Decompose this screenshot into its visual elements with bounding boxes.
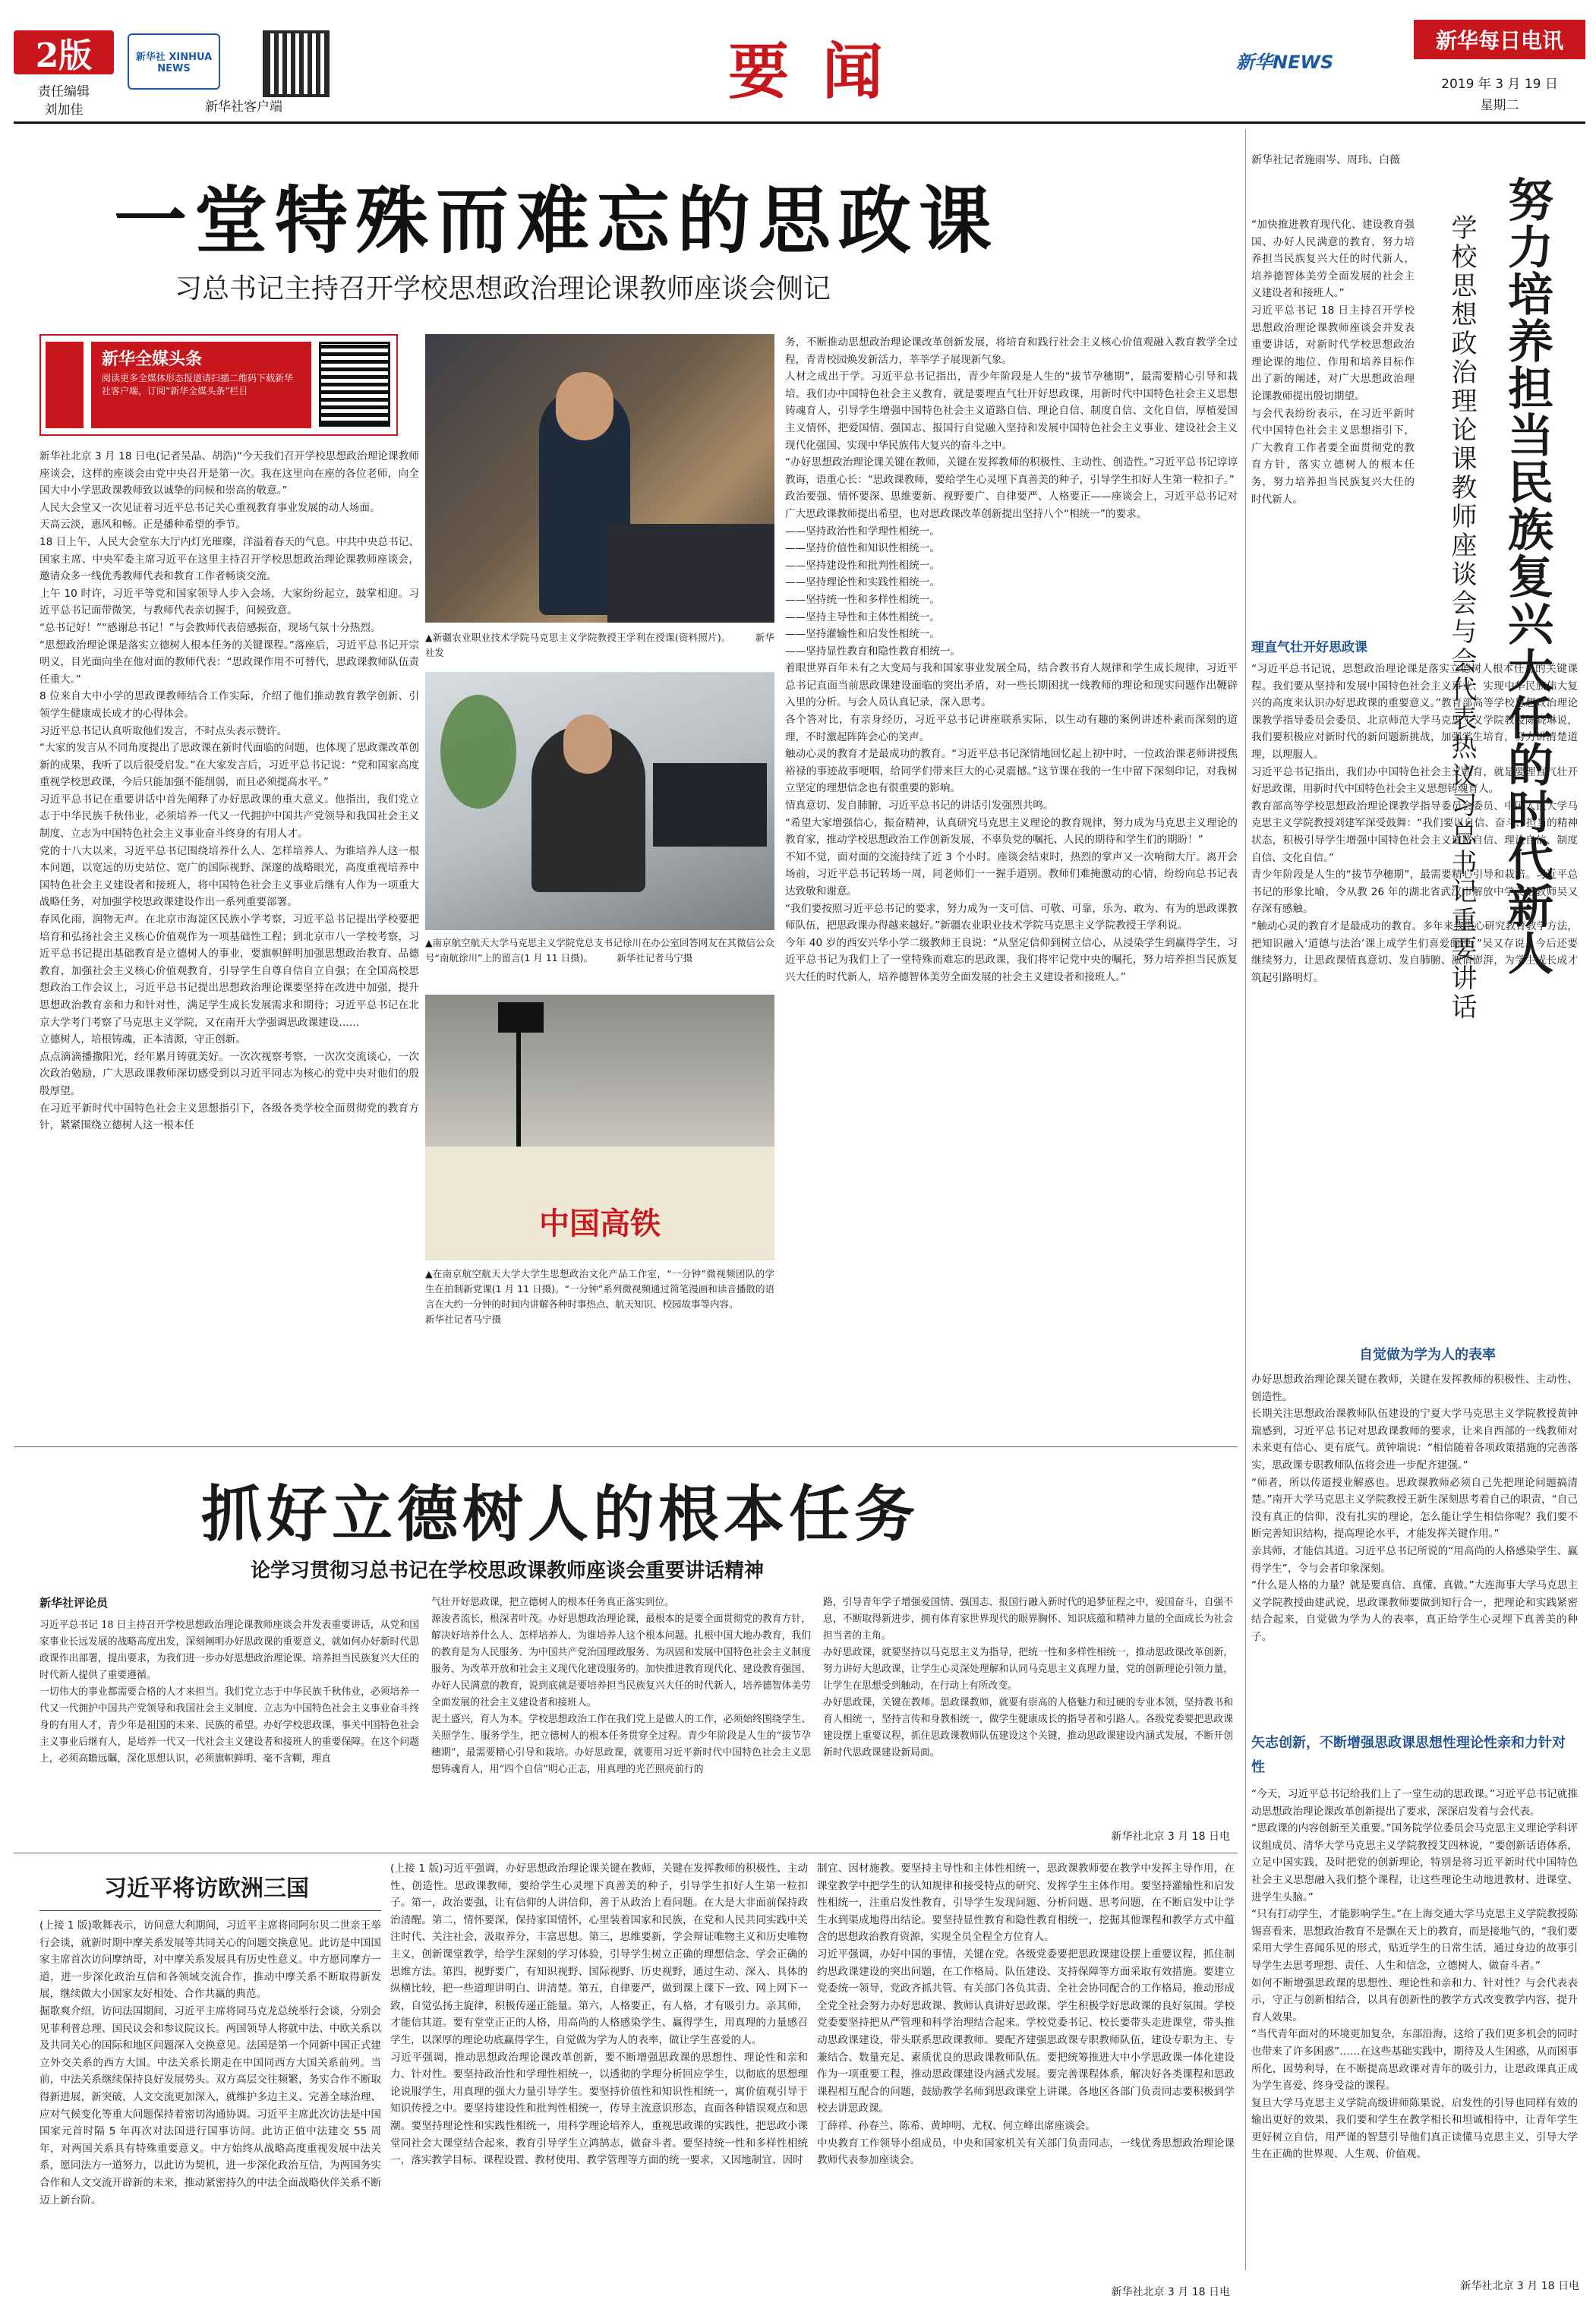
photo3-poster: 中国高铁	[539, 1206, 661, 1241]
promo-box[interactable]	[39, 334, 398, 436]
commentary-author: 新华社评论员	[39, 1596, 109, 1610]
promo-text: 阅读更多全媒体形态报道请扫描二维码下载新华社客户端，订阅“新华全媒头条”栏目	[102, 373, 294, 396]
continued-column-2: (上接 1 版)习近平强调，办好思想政治理论课关键在教师，关键在发挥教师的积极性、主动性、创造性。思政课教师，要给学生心灵埋下真善美的种子，引导学生扣好人生第一粒扣子。第一，政治要强，让有信仰的人讲信仰，善于从政治上看问题。在大是大非面前保持政治清醒。第二，情怀要深，保持家国情怀，心里装着国家和民族，在党和人民共同实践中关注时代、关注社会，汲取养分，丰富思想。第三，思维要新，学会辩证唯物主义和历史唯物主义，创新课堂教学，给学生深刻的学习体验，引导学生树立正确的理想信念、学会正确的思维方法。第四，视野要广，有知识视野、国际视野、历史视野，通过生动、深入、具体的纵横比较，把一些道理讲明白、讲清楚。第五，自律要严，做到课上课下一致、网上网下一致，自觉弘扬主旋律，积极传递正能量。第六，人格要正，有人格，才有吸引力。亲其师，才能信其道。要有堂堂正正的人格，用高尚的人格感染学生、赢得学生，用真理的力量感召学生，以深厚的理论功底赢得学生，自觉做为学为人的表率，做让学生喜爱的人。 习近平强调，推动思想政治理论课改革创新，要不断增强思政课的思想性、理论性和亲和力、针对性。要坚持政治性和学理性相统一，以透彻的学理分析回应学生，以彻底的思想理论说服学生，用真理的强大力量引导学生。要坚持价值性和知识性相统一，寓价值观引导于知识传授之中。要坚持建设性和批判性相统一，传导主流意识形态，直面各种错误观点和思潮。要坚持理论性和实践性相统一，用科学理论培养人，重视思政课的实践性，把思政小课堂同社会大课堂结合起来，教育引导学生立鸿鹄志，做奋斗者。要坚持统一性和多样性相统一，落实教学目标、课程设置、教材使用、教学管理等方面的统一要求，又因地制宜、因时	[390, 1863, 808, 2167]
client-qr-icon[interactable]	[263, 30, 330, 97]
right-column-b: “习近平总书记说，思想政治理论课是落实立德树人根本任务的关键课程。我们要从坚持和发展中国特色社会主义事业、实现中华民族伟大复兴的高度来认识办好思政课的重要意义。”教育部高等学校思想政治理论课教学指导委员会委员、北京师范大学马克思主义学院教授陈晓琳说，我们要积极应对新时代的新问题新挑战，加强学生培育，努力讲清楚道理，以理服人。 习近平总书记指出，我们办中国特色社会主义教育，就是要理直气壮开好思政课，用新时代中国特色社会主义思想铸魂育人。 教育部高等学校思想政治理论课教学指导委员会委员、中国人民大学马克思主义学院教授刘建军深受鼓舞：“我们要以自信、奋斗、担当的精神状态，积极引导学生增强中国特色社会主义道路自信、理论自信、制度自信、文化自信。” 青少年阶段是人生的“拔节孕穗期”，最需要精心引导和栽培。习近平总书记的形象比喻，令从教 26 年的湖北省武汉市解放中学英语教师吴又存深有感触。 “触动心灵的教育才是最成功的教育。多年来我潜心研究教育教学方法，把知识融入‘道德与法治’课上成学生们喜爱的课。”吴又存说，今后还要继续努力，让思政课情真意切、发自肺腑、激情澎湃，为学生成长成才筑起引路明灯。	[1251, 663, 1578, 984]
photo3-caption: ▲在南京航空航天大学大学生思想政治文化产品工作室，“一分钟”微视频团队的学生在拍制新党课(1 月 11 日摄)。“一分钟”系列微视频通过简笔漫画和读音播散的语言在大约一分钟的时间内讲解各种时事热点、航天知识、校园故事等内容。 新华社记者马宁摄	[425, 1268, 774, 1325]
photo3-camera	[498, 1002, 544, 1033]
xinhua-logo-text: 新华社 XINHUA NEWS	[135, 52, 213, 74]
lead-headline: 一堂特殊而难忘的思政课	[114, 178, 999, 263]
photo1-face	[556, 372, 613, 440]
photo2-face	[563, 714, 612, 774]
commentary-column-2: 气壮开好思政课，把立德树人的根本任务真正落实到位。 源浚者流长，根深者叶茂。办好思想政治理论课，最根本的是要全面贯彻党的教育方针，解决好培养什么人、怎样培养人、为谁培养人这个根本问题。扎根中国大地办教育，我们的教育是为人民服务、为中国共产党治国理政服务、为巩固和发展中国特色社会主义制度服务、为改革开放和社会主义现代化建设服务的。加快推进教育现代化、建设教育强国、办好人民满意的教育，说到底就是要培养担当民族复兴大任的时代新人，培养德智体美劳全面发展的社会主义建设者和接班人。 泥土盛兴，育人为本。学校思想政治工作在我们党上是做人的工作，必须始终围绕学生、关照学生、服务学生，把立德树人的根本任务贯穿全过程。青少年阶段是人生的“拔节孕穗期”，最需要精心引导和栽培。办好思政课，就要用习近平新时代中国特色社会主义思想铸魂育人，用“四个自信”明心正志，用真理的光芒照亮前行的	[431, 1597, 811, 1775]
europe-footer-dateline: 新华社北京 3 月 18 日电	[1111, 2286, 1230, 2298]
commentary-dateline: 新华社北京 3 月 18 日电	[1111, 1831, 1230, 1843]
photo2-plant	[440, 695, 516, 809]
right-subhead-2: 自觉做为学为人的表率	[1359, 1347, 1496, 1363]
client-label: 新华社客户端	[205, 99, 282, 115]
promo-title: 新华全媒头条	[102, 350, 203, 369]
lead-column-1: 新华社北京 3 月 18 日电(记者吴晶、胡浩)“今天我们召开学校思想政治理论课教师座谈会，这样的座谈会由党中央召开是第一次。我在这里向在座的各位老师，向全国大中小学思政课教师致以诚挚的问候和崇高的敬意。” 人民大会堂又一次见证着习近平总书记关心重视教育事业发展的动人场面。 天高云淡，惠风和畅。正是播种希望的季节。 18 日上午，人民大会堂东大厅内灯光璀璨，洋溢着春天的气息。中共中央总书记、国家主席、中央军委主席习近平在这里主持召开学校思想政治理论课教师座谈会，邀请众多一线优秀教师代表和教育工作者畅谈交流。 上午 10 时许，习近平等党和国家领导人步入会场，大家纷纷起立，鼓掌相迎。习近平总书记面带微笑，与教师代表亲切握手，问候致意。 “总书记好！”“感谢总书记！”与会教师代表倍感振奋，现场气氛十分热烈。 “思想政治理论课是落实立德树人根本任务的关键课程。”落座后，习近平总书记开宗明义，目光面向坐在他对面的教师代表：“思政课作用不可替代，思政课教师队伍责任重大。” 8 位来自大中小学的思政课教师结合工作实际，介绍了他们推动教育教学创新、引领学生健康成长成才的心得体会。 习近平总书记认真听取他们发言，不时点头表示赞许。 “大家的发言从不同角度提出了思政课在新时代面临的问题，也体现了思政课改革创新的成果，我听了以后很受启发。”在大家发言后，习近平总书记说：“党和国家高度重视学校思政课，今后只能加强不能削弱，而且必须提高水平。” 习近平总书记在重要讲话中首先阐释了办好思政课的重大意义。他指出，我们党立志于中华民族千秋伟业，必须培养一代又一代拥护中国共产党领导和我国社会主义制度、立志为中国特色社会主义事业奋斗终身的有用人才。 党的十八大以来，习近平总书记围绕培养什么人、怎样培养人、为谁培养人这一根本问题，以宽远的历史站位、宽广的国际视野、深邃的战略眼光，高度重视培养中国特色社会主义建设者和接班人，将中国特色社会主义事业后继有人作为一项重大战略任务，对加强学校思政课建设作出一系列重要部署。 春风化雨，润物无声。在北京市海淀区民族小学考察，习近平总书记提出学校要把培育和弘扬社会主义核心价值观作为一项基础性工程；到北京市八一学校考察，习近平总书记提出基础教育是立德树人的事业，要旗帜鲜明加强思想政治教育、品德教育，加强社会主义核心价值观教育，引导学生自尊自信自立自强；在全国高校思想政治工作会议上，习近平总书记提出思想政治理论课要坚持在改进中加强，提升思想政治教育亲和力和针对性，满足学生成长发展需求和期待；习近平总书记在北京大学考门考察了马克思主义学院，又在南开大学强调思政课建设…… 立德树人，培根铸魂，正本清源，守正创新。 点点滴滴播撒阳光，经年累月铸就美好。一次次视察考察，一次次交流谈心，一次次政治勉励，广大思政课教师深切感受到以习近平同志为核心的党中央对他们的殷殷厚望。 在习近平新时代中国特色社会主义思想指引下，各级各类学校全面贯彻党的教育方针，紧紧围绕立德树人这一根本任	[39, 450, 419, 1132]
photo-teacher-at-desk	[425, 672, 774, 930]
right-column-d: “今天，习近平总书记给我们上了一堂生动的思政课。”习近平总书记就推动思想政治理论课改革创新提出了要求，深深启发着与会代表。 “思政课的内容创新至关重要。”国务院学位委员会马克思主义理论学科评议组成员、清华大学马克思主义学院教授艾四林说，“要创新话语体系，立足中国实践，及时把党的创新理论，特别是将习近平新时代中国特色社会主义思想融入我们整个课程，让这些理论生动地进教材、进课堂、进学生头脑。” “只有打动学生，才能影响学生。”在上海交通大学马克思主义学院教授陈锡喜看来，思想政治教育不是飘在天上的教育，而是接地气的，“我们要采用大学生喜闻乐见的形式，贴近学生的日常生活，通过身边的故事引导学生去思考理想、责任、人生和信念，立德树人、做奋斗者。” 如何不断增强思政课的思想性、理论性和亲和力、针对性？与会代表表示，守正与创新相结合，以具有创新性的教学方式改变教学内容，提升育人效果。 “当代青年面对的环境更加复杂，东部沿海，这给了我们更多机会的同时也带来了许多困惑”……在这些基础实践中，期待及人生困惑，从而困事所化，因势利导，在不断提高思政课对青年的吸引力，让思政课真正成为学生喜爱、终身受益的课程。 复旦大学马克思主义学院高级讲师陈果说，启发性的引导也同样有效的输出更好的效果，我们要和学生在教学相长和坦诚相待中，让青年学生更好树立自信，用严谨的智慧引导他们真正读懂马克思主义，引导大学生在正确的世界观、人生观、价值观。	[1251, 1788, 1578, 2161]
paper-name: 新华每日电讯	[1435, 28, 1563, 53]
section-title: 要 闻	[728, 36, 889, 107]
commentary-column-3: 路，引导青年学子增强爱国情、强国志、报国行融入新时代的追梦征程之中，爱国奋斗，自强不息，不断取得新进步，拥有体育家世界现代的眼界胸怀、知识底蕴和精神力量的全面成长为社会担当者的主角。 办好思政课，就要坚持以马克思主义为指导，把统一性和多样性相统一，推动思政课改革创新，努力讲好大思政课，让学生心灵深处理解和认同马克思主义真理力量，党的创新理论引领力量，让学生在思想受到触动，在行动上有所改变。 办好思政课，关键在教师。思政课教师，就要有崇高的人格魅力和过硬的专业本领，坚持教书和育人相统一，坚持言传和身教相统一，做学生健康成长的指导者和引路人。各级党委要把思政课建设摆上重要议程，抓住思政课教师队伍建设这个关键，推动思政课建设内涵式发展，不断开创新时代思政课建设新局面。	[823, 1597, 1233, 1758]
continued-column-3: 制宜、因材施教。要坚持主导性和主体性相统一，思政课教师要在教学中发挥主导作用，在课堂教学中把学生的认知规律和接受特点的研究、发挥学生主体作用。要坚持灌输性和启发性相统一，注重启发性教育，引导学生发现问题、分析问题、思考问题，在不断启发中让学生水到渠成地得出结论。要坚持显性教育和隐性教育相统一，挖掘其他课程和教学方式中蕴含的思想政治教育资源，实现全员全程全方位育人。 习近平强调，办好中国的事情，关键在党。各级党委要把思政课建设摆上重要议程，抓住制约思政课建设的突出问题，在工作格局、队伍建设、支持保障等方面采取有效措施。要建立党委统一领导，党政齐抓共管、有关部门各负其责、全社会协同配合的工作格局，推动形成全党全社会努力办好思政课、教师认真讲好思政课、学生积极学好思政课的良好氛围。学校党委要坚持把从严管理和科学治理结合起来。学校党委书记、校长要带头走进课堂，带头推动思政课建设，带头联系思政课教师。要配齐建强思政课专职教师队伍，建设专职为主、专兼结合、数量充足、素质优良的思政课教师队伍。要把统筹推进大中小学思政课一体化建设作为一项重要工程，推动思政课建设内涵式发展。要完善课程体系，解决好各类课程和思政课程相互配合的问题，鼓励教学名师到思政课堂上讲课。各地区各部门负责同志要积极到学校去讲思政课。 丁薛祥、孙春兰、陈希、黄坤明、尤权、何立峰出席座谈会。 中央教育工作领导小组成员，中央和国家机关有关部门负责同志，一线优秀思想政治理论课教师代表参加座谈会。	[817, 1863, 1235, 2167]
commentary-subheadline: 论学习贯彻习总书记在学校思政课教师座谈会重要讲话精神	[251, 1560, 765, 1582]
commentary-headline: 抓好立德树人的根本任务	[201, 1478, 919, 1550]
right-column-a: “加快推进教育现代化、建设教育强国、办好人民满意的教育，努力培养担当民族复兴大任的时代新人，培养德智体美劳全面发展的社会主义建设者和接班人。” 习近平总书记 18 日主持召开学校思想政治理论课教师座谈会并发表重要讲话，对新时代学校思想政治理论课的地位、作用和培养目标作出了新的阐述，对广大思想政治理论课教师提出殷切期望。 与会代表纷纷表示，在习近平新时代中国特色社会主义思想指引下，广大教育工作者要全面贯彻党的教育方针，落实立德树人的根本任务，努力培养担当民族复兴大任的时代新人。	[1251, 219, 1415, 506]
issue-date: 2019 年 3 月 19 日	[1441, 77, 1558, 92]
photo-teacher-lecturing	[425, 334, 774, 623]
photo1-caption: ▲新疆农业职业技术学院马克思主义学院教授王学利在授课(资料照片)。 新华社发	[425, 632, 774, 658]
commentary-top-rule	[14, 1446, 1238, 1447]
promo-qr-icon[interactable]	[319, 342, 390, 427]
photo2-caption: ▲南京航空航天大学马克思主义学院党总支书记徐川在办公室回答网友在其微信公众号“南航徐川”上的留言(1 月 11 日摄)。 新华社记者马宁摄	[425, 937, 774, 964]
news-logo: 新华NEWS	[1236, 52, 1334, 73]
issue-weekday: 星期二	[1480, 98, 1519, 113]
lead-subheadline: 习总书记主持召开学校思想政治理论课教师座谈会侧记	[175, 273, 831, 304]
masthead-rule	[14, 121, 1585, 124]
right-subhead-1: 理直气壮开好思政课	[1251, 640, 1367, 655]
page-number-badge	[14, 30, 114, 74]
europe-headline-rule	[39, 1910, 381, 1911]
editor-label: 责任编辑	[38, 84, 90, 99]
right-dateline: 新华社北京 3 月 18 日电	[1460, 2280, 1579, 2292]
promo-tag	[46, 342, 84, 428]
photo2-monitor	[653, 763, 767, 847]
right-column-c: 办好思想政治理论课关键在教师，关键在发挥教师的积极性、主动性、创造性。 长期关注思想政治课教师队伍建设的宁夏大学马克思主义学院教授黄钟瑞感到，习近平总书记对思政课教师的要求，让来自西部的一线教师对未来更有信心、更有底气。黄钟瑞说：“相信随着各项政策措施的完善落实，思政课专职教师队伍将会进一步配齐建强。” “师者，所以传道授业解惑也。思政课教师必须自己先把理论问题搞清楚。”南开大学马克思主义学院教授王新生深刻思考着自己的职责，“自己没有真正的信仰，没有扎实的理论，怎么能让学生相信你呢？我们要不断完善知识结构，提高理论水平，才能发挥关键作用。” 亲其师，才能信其道。习近平总书记所说的“用高尚的人格感染学生、赢得学生”，令与会者印象深刻。 “什么是人格的力量？就是要真信、真懂、真做。”大连海事大学马克思主义学院教授曲建武说，思政课教师要做到知行合一，把理论和实践紧密结合起来，自觉做为学为人的表率，真正给学生心灵埋下真善美的种子。	[1251, 1374, 1578, 1643]
europe-column-1: (上接 1 版)歌舞表示，访问意大利期间，习近平主席将同阿尔贝二世亲王举行会谈，就新时期中摩关系发展等共同关心的问题交换意见。此访是中国国家主席首次访问摩纳哥，对中摩关系发展具有历史性意义。中方愿同摩方一道，进一步深化政治互信和各领域交流合作，推动中摩关系不断取得新发展，继续做大小国家友好相处、合作共赢的典范。 掘歌爽介绍，访问法国期间，习近平主席将同马克龙总统举行会谈，分别会见菲利普总理、国民议会和参议院议长。两国领导人将就中法、中欧关系以及共同关心的国际和地区问题深入交换意见。法国是第一个同新中国正式建立外交关系的西方大国。中法关系长期走在中国同西方大国关系前列。当前，中法关系继续保持良好发展势头。双方高层交往频繁，务实合作不断取得新进展，新突破，人文交流更加深入，就维护多边主义、完善全球治理、应对气候变化等重大问题保持着密切沟通协调。习近平主席此次访法是中国国家元首时隔 5 年再次对法国进行国事访问。此访正值中法建交 55 周年，对两国关系具有特殊重要意义。中方始终从战略高度重视发展中法关系，愿同法方一道努力，以此访为契机，进一步深化政治互信，为两国务实合作和人文交流开辟新的未来，推动紧密持久的中法全面战略伙伴关系不断迈上新台阶。	[39, 1919, 381, 2206]
editor-name: 刘加佳	[44, 103, 84, 118]
right-vertical-title: 努力培养担当民族复兴大任的时代新人	[1500, 176, 1553, 976]
right-article-divider	[1245, 129, 1246, 2270]
right-byline: 新华社记者施雨岑、周玮、白薇	[1251, 154, 1400, 166]
photo1-podium	[607, 524, 774, 623]
right-vertical-subtitle: 学校思想政治理论课教师座谈会与会代表热议习总书记重要讲话	[1446, 214, 1477, 1022]
europe-headline: 习近平将访欧洲三国	[104, 1875, 309, 1902]
commentary-column-1: 习近平总书记 18 日主持召开学校思想政治理论课教师座谈会并发表重要讲话，从党和国家事业长远发展的战略高度出发，深刻阐明办好思政课的重要意义，就如何办好新时代思政课作出部署，提出要求，为我们进一步办好思想政治理论课、培养担当民族复兴大任的时代新人提供了重要遵循。 一切伟大的事业都需要合格的人才来担当。我们党立志于中华民族千秋伟业，必须培养一代又一代拥护中国共产党领导和我国社会主义制度、立志为中国特色社会主义事业奋斗终身的有用人才，青少年是祖国的未来、民族的希望。办好学校思政课，事关中国特色社会主义事业后继有人，是培养一代又一代社会主义建设者和接班人的重要保障。在这个问题上，必须高瞻远瞩，深化思想认识，必须旗帜鲜明、毫不含糊，理直	[39, 1620, 419, 1765]
photo3-tripod	[516, 1010, 521, 1169]
right-subhead-3: 矢志创新，不断增强思政课思想性理论性亲和力针对性	[1251, 1735, 1566, 1775]
page-number: 2版	[35, 36, 93, 75]
paper-name-badge	[1414, 20, 1585, 59]
photo-studio-filming	[425, 995, 774, 1260]
xinhua-logo	[128, 33, 220, 90]
lead-column-3: 务，不断推动思想政治理论课改革创新发展，将培育和践行社会主义核心价值观融入教育教学全过程，青青校园焕发新活力，莘莘学子展现新气象。 人材之成出于学。习近平总书记指出，青少年阶段是人生的“拔节孕穗期”，最需要精心引导和栽培。我们办中国特色社会主义教育，就是要理直气壮开好思政课，用新时代中国特色社会主义思想铸魂育人，引导学生增强中国特色社会主义道路自信、理论自信、制度自信、文化自信，厚植爱国主义情怀，把爱国情、强国志、报国行自觉融入坚持和发展中国特色社会主义事业、建设社会主义现代化强国、实现中华民族伟大复兴的奋斗之中。 “办好思想政治理论课关键在教师，关键在发挥教师的积极性、主动性、创造性。”习近平总书记谆谆教诲，语重心长：“思政课教师，要给学生心灵埋下真善美的种子，引导学生扣好人生第一粒扣子。” 政治要强、情怀要深、思维要新、视野要广、自律要严、人格要正——座谈会上，习近平总书记对广大思政课教师提出希望，也对思政课改革创新提出坚持八个“相统一”的要求。 ——坚持政治性和学理性相统一。 ——坚持价值性和知识性相统一。 ——坚持建设性和批判性相统一。 ——坚持理论性和实践性相统一。 ——坚持统一性和多样性相统一。 ——坚持主导性和主体性相统一。 ——坚持灌输性和启发性相统一。 ——坚持显性教育和隐性教育相统一。 着眼世界百年未有之大变局与我和国家事业发展全局，结合教书育人规律和学生成长规律，习近平总书记直面当前思政课建设面临的突出矛盾，对一些长期困扰一线教师的理论和现实问题作出鞭辟入里的分析。与会人员认真记录，深入思考。 各个答对比，有亲身经历，习近平总书记讲座联系实际，以生动有趣的案例讲述朴素而深刻的道理，不时激起阵阵会心的笑声。 触动心灵的教育才是最成功的教育。“习近平总书记深情地回忆起上初中时，一位政治课老师讲授焦裕禄的事迹故事哽咽，给同学们带来巨大的心灵震撼。”这节课在我的一生中留下深刻印记，对我树立坚定的理想信念也有很重要的影响。 情真意切、发自肺腑，习近平总书记的讲话引发强烈共鸣。 “希望大家增强信心，振奋精神，认真研究马克思主义理论的教育规律，努力成为马克思主义理论的教育家，推动学校思想政治工作创新发展，不辜负党的嘱托、人民的期待和学生们的期盼！” 不知不觉，面对面的交流持续了近 3 个小时。座谈会结束时，热烈的掌声又一次响彻大厅。离开会场前，习近平总书记转场一周，同老师们一一握手道别。教师们难掩激动的心情，纷纷向总书记表达致敬和谢意。 “我们要按照习近平总书记的要求，努力成为一支可信、可敬、可靠，乐为、敢为、有为的思政课教师队伍，把思政课办得越来越好。”新疆农业职业技术学院马克思主义学院教授王学利说。 今年 40 岁的西安兴华小学二级教师王良说：“从坚定信仰到树立信心，从浸染学生到赢得学生，习近平总书记为我们上了一堂特殊而难忘的思政课，我们将牢记党中央的嘱托，努力培养担当民族复兴大任的时代新人，培养德智体美劳全面发展的社会主义建设者和接班人。”	[785, 336, 1238, 983]
